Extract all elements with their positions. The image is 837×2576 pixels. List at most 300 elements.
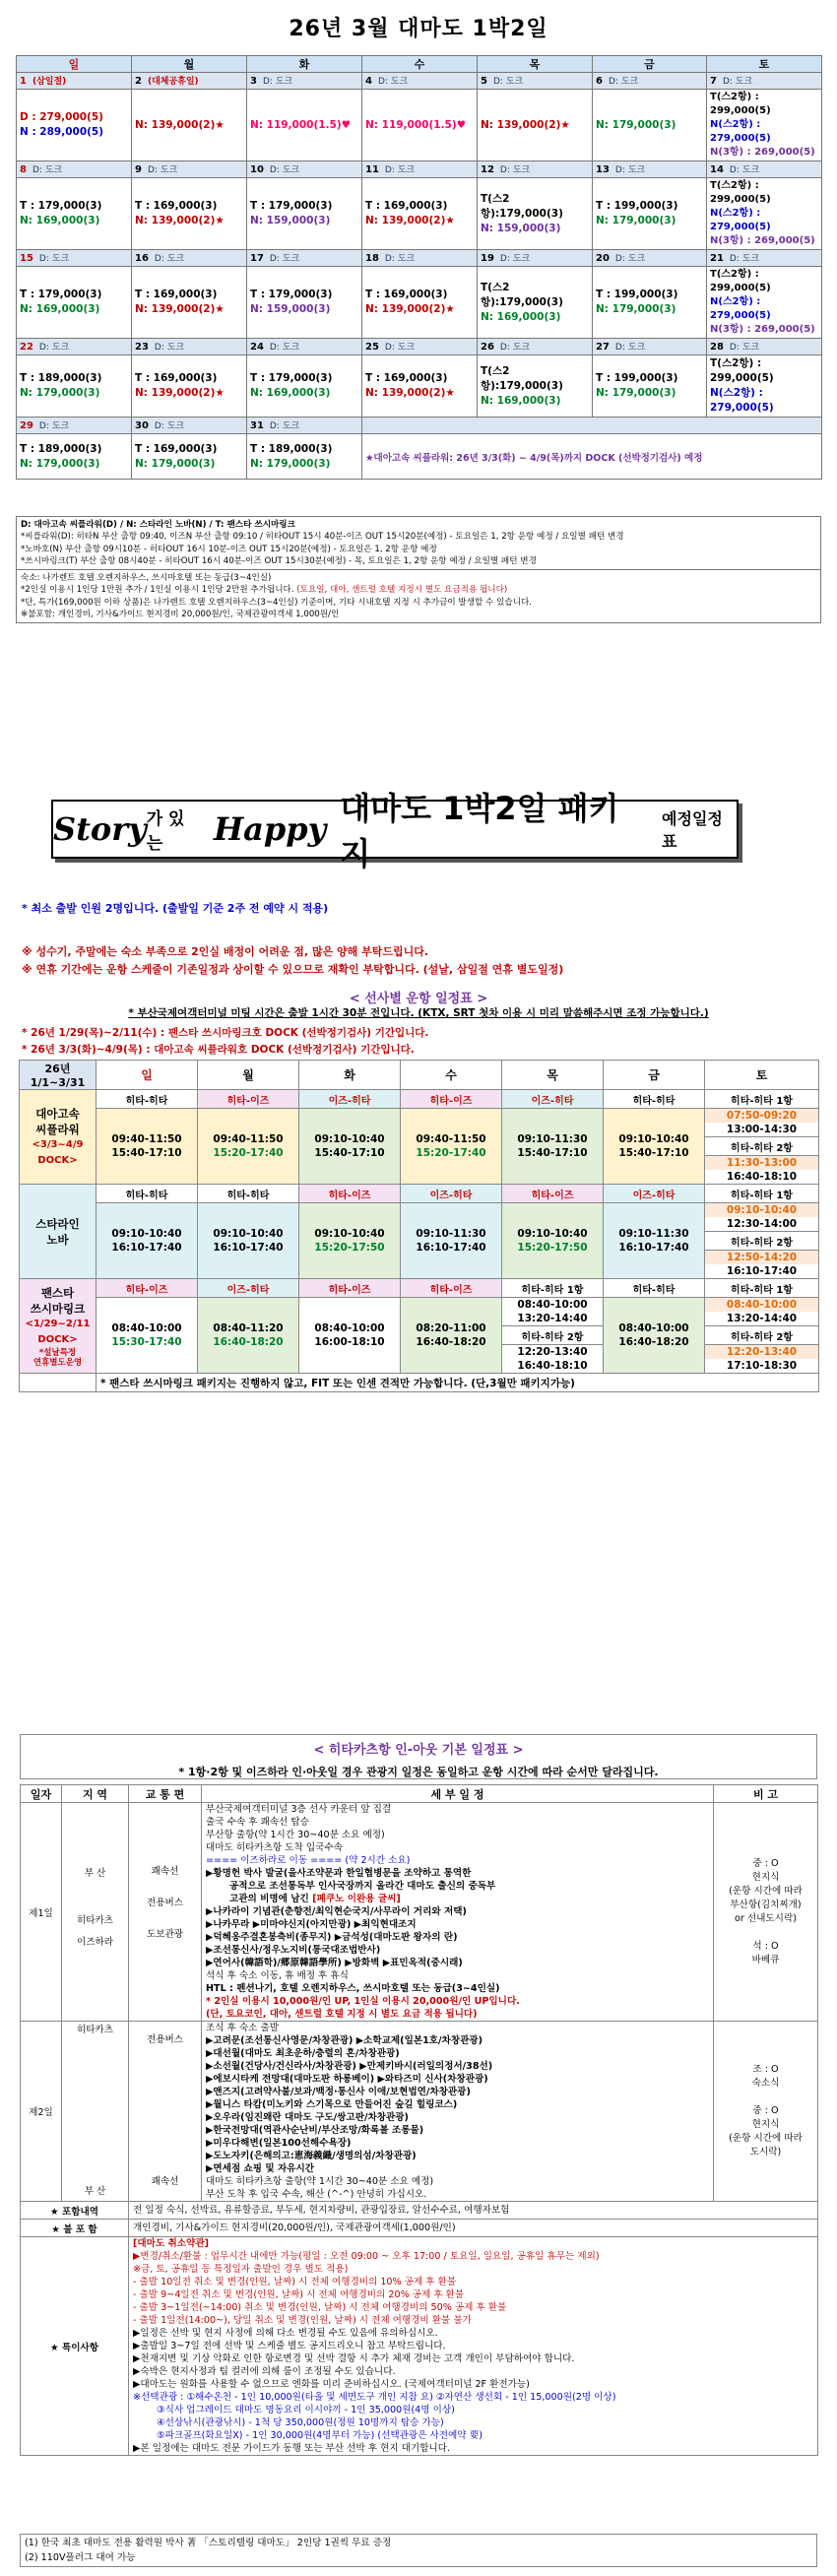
route-label: 히타-히타 — [97, 1090, 198, 1109]
sailing-times — [401, 1203, 502, 1279]
sailing-times — [198, 1203, 299, 1279]
sailing-times — [502, 1203, 604, 1279]
schedule-day-header: 금 — [604, 1061, 705, 1090]
price-line: T : 179,000(3) — [250, 200, 333, 212]
region: 히타카츠 — [76, 2025, 114, 2035]
price-line: N: 139,000(2)★ — [135, 303, 225, 315]
price-line: N: 179,000(3) — [135, 457, 216, 470]
holiday-tag: (삼일절) — [32, 77, 67, 87]
time-out: 09:40-11:50 — [416, 1133, 486, 1145]
day-number: 27 — [596, 342, 610, 353]
day-number: 20 — [596, 253, 610, 264]
price-line: N: 179,000(3) — [596, 118, 676, 131]
calendar-day-header — [247, 161, 362, 178]
price-line: N : 289,000(5) — [20, 126, 104, 138]
price-line: T(스2항) : 299,000(5) — [710, 180, 771, 205]
itinerary-line: ▶숙박은 현지사정과 팀 컬러에 의해 룸이 조정될 수도 있습니다. — [133, 2366, 396, 2377]
day-number: 29 — [20, 420, 33, 431]
itinerary-line: ▶앤즈지(고려약사불/보과/백정·통신사 이애/보현법연/차창관광) — [206, 2087, 471, 2097]
calendar-day-header — [247, 418, 362, 434]
time-back: 15:30-17:40 — [111, 1336, 182, 1348]
route-label: 이즈-히타 — [198, 1279, 299, 1298]
itinerary-header: 일자 — [21, 1785, 62, 1803]
calendar-day-header — [478, 250, 593, 267]
itinerary-line: ⑤파크골프(화요일X) - 1인 30,000원(4명부터 가능) (선택관광은 사전예약 要) — [157, 2430, 483, 2441]
weekday-header: 목 — [478, 56, 593, 73]
route-label: 히타-이즈 — [299, 1185, 401, 1203]
calendar-day-header — [478, 339, 593, 355]
dock-status: D: 도크 — [154, 421, 185, 431]
day-number: 28 — [710, 342, 724, 353]
day-number: 10 — [250, 164, 264, 175]
itinerary-line: HTL : 펜션나기, 호텔 오렌지하우스, 쓰시마호텔 또는 동급(3~4인실) — [206, 1983, 500, 1994]
time-out: 09:10-10:40 — [705, 1203, 818, 1217]
route-label: 히타-히타 — [97, 1185, 198, 1203]
route-label: 히타-히타 — [604, 1279, 705, 1298]
region: 히타카츠 — [76, 1914, 114, 1926]
line — [714, 1926, 817, 1940]
time-out: 08:40-10:00 — [705, 1298, 818, 1312]
time-back: 13:00-14:30 — [726, 1124, 798, 1135]
time-back: 15:20-17:40 — [416, 1147, 486, 1159]
calendar-day-prices — [362, 355, 478, 418]
itinerary-header: 교 통 편 — [129, 1785, 202, 1803]
day-label: 제1일 — [21, 1803, 62, 2022]
price-line: T : 189,000(3) — [250, 442, 333, 455]
schedule-day-header: 일 — [97, 1061, 198, 1090]
transport-cell — [129, 1803, 202, 2022]
itinerary-line: ▶도노자키(은해의고:恵海義織/생명의섬/차창관광) — [206, 2151, 417, 2161]
region: 부 산 — [84, 2186, 106, 2197]
route-label: 히타-이즈 — [299, 1279, 401, 1298]
route-label: 히타-히타 2항 — [705, 1232, 819, 1251]
excluded-label: ★ 불 포 함 — [21, 2220, 129, 2237]
calendar-day-prices — [362, 178, 478, 250]
calendar-day-prices — [478, 355, 593, 418]
ship-name — [20, 1279, 97, 1374]
itinerary-line: 부산항 출항(약 1시간 30~40분 소요 예정) — [206, 1830, 385, 1840]
dock-status: D: 도크 — [269, 343, 300, 353]
itinerary-line: ▶천재지변 및 기상 악화로 인한 항로변경 및 선박 결항 시 추가 체재 경비는 고객 개인이 부담하여야 합니다. — [133, 2353, 575, 2364]
dock-status: D: 도크 — [269, 421, 300, 431]
dock-status: D: 도크 — [38, 343, 70, 353]
route-label: 히타-히타 1항 — [705, 1090, 819, 1109]
day-number: 13 — [596, 164, 610, 175]
itinerary-line: ▶월니스 타캄(미노키와 스기목으로 만들어진 숲길 힐링코스) — [206, 2099, 458, 2110]
calendar-day-prices — [17, 355, 132, 418]
sailing-times — [604, 1203, 705, 1279]
calendar-day-header — [132, 250, 247, 267]
route-label: 히타-히타 2항 — [502, 1326, 604, 1345]
bottom-note: (1) 한국 최초 대마도 전용 활력원 박사 著 「스토리텔링 대마도」 2인당 1권씩 무료 증정 — [25, 2538, 392, 2548]
itinerary-details — [129, 2237, 818, 2456]
line: 바베큐 — [751, 1954, 780, 1965]
itinerary-line: ▶나카무라 ▶미마야신지(아지만광) ▶최익현대조지 — [206, 1919, 417, 1930]
note-line: *씨플라워(D): 히타N 부산 출항 09:40, 이즈N 부산 출항 09:10 / 히타OUT 15시 40분-이즈 OUT 15시20분(예정) - 토요일은 1, 2항 운항 예정 / 요일별 패턴 변경 — [21, 532, 624, 543]
intro-line: ※ 성수기, 주말에는 숙소 부족으로 2인실 배정이 어려운 점, 많은 양해 부탁드립니다. — [22, 945, 429, 958]
bottom-notes — [20, 2534, 817, 2567]
schedule-subtitle: * 부산국제여객터미널 미팅 시간은 출발 1시간 30분 전입니다. (KTX, SRT 첫차 이용 시 미리 말씀해주시면 조정 가능합니다.) — [128, 1007, 709, 1019]
price-line: N: 179,000(3) — [596, 215, 676, 226]
price-line: N: 139,000(2)★ — [365, 387, 455, 399]
time-back: 17:10-18:30 — [726, 1360, 798, 1372]
itinerary-line: ▶출발일 3~7일 전에 선박 및 스케줄 별도 공지드리오니 참고 부탁드립니다. — [133, 2341, 446, 2351]
calendar-day-prices — [17, 90, 132, 161]
intro-line: * 최소 출발 인원 2명입니다. (출발일 기준 2주 전 예약 시 적용) — [22, 902, 329, 915]
schedule-day-header: 목 — [502, 1061, 604, 1090]
price-line: T : 169,000(3) — [365, 372, 448, 384]
day-number: 26 — [481, 342, 494, 353]
weekday-header: 금 — [593, 56, 707, 73]
price-line: T : 179,000(3) — [250, 372, 333, 384]
day-number: 17 — [250, 253, 264, 264]
calendar-day-header — [362, 161, 478, 178]
time-back: 15:20-17:40 — [213, 1147, 284, 1159]
itinerary-line: ④선상낚시(관광낚시) - 1척 당 350,000원(정원 10명까지 탑승 가능) — [157, 2417, 444, 2428]
calendar-day-header — [17, 250, 132, 267]
calendar-day-header — [247, 250, 362, 267]
highlight-text: [폐쿠노 이완용 글씨] — [312, 1894, 401, 1904]
calendar-day-header — [132, 161, 247, 178]
itinerary-line: ==== 이즈하라로 이동 ==== (약 2시간 소요) — [206, 1855, 411, 1866]
calendar-day-prices — [132, 355, 247, 418]
itinerary-line: ▶일정은 선박 및 현지 사정에 의해 다소 변경될 수도 있음에 유의하십시오. — [133, 2328, 438, 2339]
dock-status: D: 도크 — [38, 421, 70, 431]
dock-status: D: 도크 — [608, 77, 639, 87]
price-line: T : 169,000(3) — [135, 289, 218, 300]
route-label: 히타-히타 — [198, 1185, 299, 1203]
time-back: 15:40-17:10 — [517, 1147, 588, 1159]
itinerary-line: - 출발 9~4일전 취소 및 변경(인원, 날짜) 시 전체 여행경비의 20% 공제 후 환불 — [133, 2289, 465, 2300]
sailing-times — [604, 1298, 705, 1374]
price-line: T(스2항):179,000(3) — [481, 281, 563, 308]
dock-status: D: 도크 — [384, 254, 416, 264]
calendar-day-prices — [478, 267, 593, 339]
price-line: N: 169,000(3) — [250, 387, 331, 399]
included-label: ★ 포함내역 — [21, 2202, 129, 2220]
calendar-notes — [16, 516, 821, 623]
transport: 전용버스 — [146, 1897, 184, 1908]
route-label: 히타-히타 2항 — [705, 1326, 819, 1345]
itinerary-title: < 히타카츠항 인-아웃 기본 일정표 > — [313, 1743, 524, 1758]
itinerary-line: ▶미우다해변(일본100선해수욕장) — [206, 2138, 352, 2149]
ship-dock-period: <3/3~4/9 DOCK> — [32, 1138, 84, 1166]
price-line: N(3항) : 269,000(5) — [710, 324, 815, 335]
calendar-day-prices — [17, 178, 132, 250]
weekday-header: 일 — [17, 56, 132, 73]
calendar-day-header — [17, 73, 132, 90]
calendar-day-header — [17, 418, 132, 434]
dock-status: D: 도크 — [384, 343, 416, 353]
ship-name-text: 팬스타 쓰시마링크 — [30, 1285, 86, 1316]
banner-story: Story — [53, 810, 147, 848]
note-line: *단, 특가(169,000원 이하 상품)은 나가렌트 호텔 오렌지하우스(3~4인실) 기준이며, 기타 시내호텔 지정 시 추가금이 발생할 수 있습니다. — [21, 597, 533, 608]
price-line: N: 139,000(2)★ — [481, 118, 570, 131]
calendar-day-header — [707, 161, 822, 178]
time-back: 16:40-18:20 — [213, 1336, 284, 1348]
calendar-day-prices — [707, 267, 822, 339]
itinerary-line — [206, 1893, 709, 1905]
price-line: T : 179,000(3) — [250, 289, 333, 300]
dock-status: D: 도크 — [154, 254, 185, 264]
calendar-day-header — [247, 73, 362, 90]
calendar-day-prices — [132, 90, 247, 161]
day-number: 7 — [710, 76, 717, 87]
time-out: 09:10-10:40 — [517, 1228, 588, 1240]
price-line: N: 169,000(3) — [20, 303, 100, 315]
sailing-times — [705, 1345, 819, 1374]
calendar-day-header — [247, 339, 362, 355]
line-part: 고관의 비명에 남긴 — [229, 1894, 313, 1904]
day-number: 12 — [481, 164, 494, 175]
dock-status: D: 도크 — [262, 77, 293, 87]
day-number: 15 — [20, 253, 33, 264]
price-line: N: 139,000(2)★ — [135, 387, 225, 399]
route-label: 히타-이즈 — [502, 1185, 604, 1203]
schedule-day-header: 토 — [705, 1061, 819, 1090]
itinerary-line: ▶한국전망대(역관사순난비/부산조망/화록볼 조롱물) — [206, 2125, 424, 2136]
dock-status: D: 도크 — [147, 165, 178, 175]
itinerary-line: - 출발 3~1일전(~14:00) 취소 및 변경(인원, 날짜) 시 전체 여행경비의 50% 공제 후 환불 — [133, 2302, 507, 2313]
calendar-day-prices — [478, 90, 593, 161]
itinerary-line: ▶연어사(韓語학)/郷原韓語學所) ▶방화벽 ▶표민옥적(중시래) — [206, 1958, 463, 1968]
sailing-times — [97, 1203, 198, 1279]
dock-status: D: 도크 — [499, 343, 531, 353]
itinerary-header: 세 부 일 정 — [202, 1785, 714, 1803]
day-number: 1 — [20, 76, 27, 87]
schedule-title: < 선사별 운항 일정표 > — [349, 992, 488, 1006]
price-line: N: 159,000(3) — [250, 303, 331, 315]
price-line: T : 199,000(3) — [596, 289, 678, 300]
price-line: N: 179,000(3) — [596, 303, 676, 315]
price-line: N: 139,000(2)★ — [365, 215, 455, 226]
schedule-day-header: 수 — [401, 1061, 502, 1090]
line: 조 : O — [752, 2064, 779, 2075]
time-out: 08:40-10:00 — [111, 1322, 182, 1334]
excluded-text: 개인경비, 기사&가이드 현지경비(20,000원/인), 국제관광여객세(1,000원/인) — [129, 2220, 818, 2237]
schedule-spacer — [20, 1374, 97, 1392]
sailing-times — [401, 1298, 502, 1374]
itinerary-line: 공적으로 조선통독부 인사국장까지 올라간 대마도 출신의 중독부 — [229, 1881, 496, 1892]
calendar-day-header — [362, 250, 478, 267]
price-line: N: 179,000(3) — [20, 387, 100, 399]
dock-status: D: 도크 — [614, 165, 646, 175]
price-line: T : 169,000(3) — [365, 289, 448, 300]
dock-status: D: 도크 — [32, 165, 63, 175]
sailing-times — [705, 1298, 819, 1326]
price-line: T : 169,000(3) — [135, 372, 218, 384]
itinerary-table — [20, 1784, 818, 2456]
itinerary-line: ③식사 업그레이드 대마도 명동요리 이시야끼 - 1인 35,000원(4명 이상) — [157, 2405, 455, 2415]
price-line: T : 199,000(3) — [596, 200, 678, 212]
sailing-times — [97, 1298, 198, 1374]
route-label: 히타-이즈 — [97, 1279, 198, 1298]
calendar-day-prices — [247, 178, 362, 250]
schedule-footnote: * 팬스타 쓰시마링크 패키지는 진행하지 않고, FIT 또는 인센 견적만 가능합니다. (단,3월만 패키지가능) — [97, 1374, 819, 1392]
package-banner — [51, 790, 739, 872]
line-part: (토요일, 대아, 센트럴 호텔 지정시 별도 요금적용 됩니다) — [296, 585, 508, 596]
price-line: N: 179,000(3) — [20, 457, 100, 470]
time-back: 16:40-18:20 — [618, 1336, 689, 1348]
time-back: 16:10-17:40 — [213, 1242, 284, 1254]
calendar-day-header — [593, 250, 707, 267]
price-line: T : 179,000(3) — [20, 200, 102, 212]
time-out: 09:10-11:30 — [618, 1228, 689, 1240]
itinerary-line: - 출발 10일전 취소 및 변경(인원, 날짜) 시 전체 여행경비의 10% 공제 후 환불 — [133, 2277, 457, 2287]
day1-meal-note — [714, 1803, 818, 2022]
calendar-day-prices — [593, 267, 707, 339]
day-number: 31 — [250, 420, 264, 431]
price-line: N(3항) : 269,000(5) — [710, 235, 815, 246]
intro-line: ※ 연휴 기간에는 운항 스케줄이 기존일정과 상이할 수 있으므로 재확인 부탁합니다. (설날, 삼일절 연휴 별도일정) — [22, 963, 564, 976]
dock-status: D: 도크 — [729, 165, 760, 175]
line: 현지식 — [751, 2119, 780, 2130]
dock-status: D: 도크 — [492, 77, 524, 87]
sailing-times — [401, 1109, 502, 1185]
price-line: T : 169,000(3) — [135, 200, 218, 212]
calendar-day-prices — [707, 355, 822, 418]
sailing-times — [705, 1251, 819, 1279]
price-line: N(스2항) : 279,000(5) — [710, 208, 771, 232]
calendar-day-header — [362, 339, 478, 355]
itinerary-line: ▶대마도는 원화를 사용할 수 없으므로 엔화를 미리 준비하십시오. (국제여객터미널 2F 환전가능) — [133, 2379, 530, 2390]
price-line: N: 139,000(2)★ — [135, 215, 225, 226]
note-line: D: 대아고속 씨플라워(D) / N: 스타라인 노바(N) / T: 팬스타 쓰시마링크 — [21, 520, 295, 530]
line: 중 : O — [752, 2105, 779, 2116]
schedule-day-header: 월 — [198, 1061, 299, 1090]
price-line: T : 189,000(3) — [20, 442, 102, 455]
price-line: T : 179,000(3) — [20, 289, 102, 300]
dock-status: D: 도크 — [384, 165, 416, 175]
day-number: 4 — [365, 76, 372, 87]
calendar-title: 26년 3월 대마도 1박2일 — [289, 17, 548, 41]
dock-note: * 26년 1/29(목)~2/11(수) : 팬스타 쓰시마링크호 DOCK (선박정기검사) 기간입니다. — [22, 1027, 429, 1039]
line — [714, 2091, 817, 2104]
price-line: N: 169,000(3) — [481, 310, 561, 323]
route-label: 히타-히타 1항 — [705, 1185, 819, 1203]
calendar-day-prices — [593, 178, 707, 250]
itinerary-line: - 출발 1일전(14:00~), 당일 취소 및 변경(인원, 날짜) 시 전체 여행경비 환불 불가 — [133, 2315, 472, 2326]
calendar-day-header — [593, 161, 707, 178]
price-line: T : 169,000(3) — [365, 200, 448, 212]
itinerary-line: 대마도 히타카츠항 도착 입국수속 — [206, 1842, 343, 1853]
note-line: 숙소: 나가렌트 호텔 오렌지하우스, 쓰시마호텔 또는 동급(3~4인실) — [21, 573, 272, 584]
line: (운항 시간에 따라 — [729, 1885, 803, 1897]
time-out: 09:10-10:40 — [314, 1228, 385, 1240]
itinerary-line: * 2인실 이용시 10,000원/인 UP, 1인실 이용시 20,000원/인 UP입니다. — [206, 1996, 520, 2007]
calendar-day-prices — [362, 90, 478, 161]
time-out: 09:10-10:40 — [314, 1133, 385, 1145]
calendar-day-header — [478, 161, 593, 178]
time-out: 08:40-10:00 — [618, 1322, 689, 1334]
calendar-day-prices — [707, 178, 822, 250]
sailing-times — [299, 1109, 401, 1185]
route-label: 히타-이즈 — [401, 1279, 502, 1298]
itinerary-line: ▶조선통신사/정우노지비(통국대조법반사) — [206, 1945, 381, 1956]
day-number: 21 — [710, 253, 724, 264]
calendar-day-prices — [132, 434, 247, 480]
banner-main: 대마도 1박2일 패키지 — [340, 790, 619, 872]
price-line: N(3항) : 269,000(5) — [710, 147, 815, 158]
line: 중 : O — [752, 1857, 779, 1869]
region: 부 산 — [84, 1867, 106, 1879]
price-line: T(스2항):179,000(3) — [481, 192, 563, 220]
sailing-times: 08:40-10:00 13:20-14:40 — [502, 1298, 604, 1326]
schedule-day-header: 화 — [299, 1061, 401, 1090]
schedule-corner: 26년1/1~3/31 — [20, 1061, 97, 1090]
transport: 쾌속선 — [151, 2176, 179, 2187]
calendar-day-prices — [362, 267, 478, 339]
price-line: N: 169,000(3) — [20, 215, 100, 226]
note-line: *쓰시마링크(T) 부산 출항 08시40분 - 히타OUT 16시 40분-이즈 OUT 15시30분(예정) - 목, 토요일은 1, 2항 운항 예정 / 요일별 패턴 변경 — [21, 555, 537, 566]
time-out: 07:50-09:20 — [705, 1109, 818, 1123]
itinerary-line: ※선택관광 : ①해수온천 - 1인 10,000원(타올 및 세면도구 개인 지참 요) ②자연산 생선회 - 1인 15,000원(2명 이상) — [133, 2392, 616, 2403]
time-out: 09:40-11:50 — [213, 1133, 284, 1145]
price-line: T(스2항) : 299,000(5) — [710, 92, 771, 116]
itinerary-header: 지 역 — [62, 1785, 129, 1803]
time-back: 15:20-17:50 — [517, 1242, 588, 1254]
time-back: 16:00-18:10 — [314, 1336, 385, 1348]
price-line: N(스2항) : 279,000(5) — [710, 387, 774, 414]
sailing-times — [299, 1203, 401, 1279]
calendar-day-prices — [132, 178, 247, 250]
time-back: 16:10-17:40 — [416, 1242, 486, 1254]
region-cell — [62, 2022, 129, 2202]
dock-status: D: 도크 — [729, 343, 760, 353]
price-line: T(스2항) : 299,000(5) — [710, 357, 774, 384]
time-back: 15:40-17:10 — [618, 1147, 689, 1159]
route-label: 히타-이즈 — [198, 1090, 299, 1109]
ship-schedule-table — [19, 1060, 819, 1392]
calendar-day-header — [478, 73, 593, 90]
itinerary-line: 조식 후 숙소 출발 — [206, 2023, 280, 2033]
price-line: N: 119,000(1.5)♥ — [250, 118, 352, 131]
time-back: 16:10-17:40 — [618, 1242, 689, 1254]
ship-name-text: 스타라인 노바 — [35, 1216, 80, 1247]
route-label: 히타-히타 — [604, 1090, 705, 1109]
time-out: 12:50-14:20 — [705, 1251, 818, 1264]
day-number: 9 — [135, 164, 142, 175]
day-number: 25 — [365, 342, 379, 353]
calendar-day-prices — [132, 267, 247, 339]
calendar-day-prices — [593, 90, 707, 161]
price-calendar — [16, 55, 822, 480]
sailing-times — [705, 1109, 819, 1137]
price-line: N: 119,000(1.5)♥ — [365, 118, 467, 131]
transport: 도보관광 — [146, 1928, 184, 1940]
note-line: *노바호(N) 부산 출항 09시10분 - 히타OUT 16시 10분-이즈 OUT 15시20분(예정) - 토요일은 1, 2항 운항 예정 — [21, 544, 437, 554]
banner-ga: 가 있는 — [146, 809, 185, 854]
itinerary-line: ▶고려문(조선통신사영문/차창관광) ▶소학교제(일본1호/차창관광) — [206, 2035, 483, 2046]
calendar-day-header — [132, 418, 247, 434]
calendar-day-header — [707, 250, 822, 267]
time-out: 09:10-10:40 — [213, 1228, 284, 1240]
day-number: 24 — [250, 342, 264, 353]
sailing-times — [198, 1298, 299, 1374]
route-label: 이즈-히타 — [502, 1090, 604, 1109]
weekday-header: 토 — [707, 56, 822, 73]
time-out: 09:10-11:30 — [416, 1228, 486, 1240]
region: 이즈하라 — [76, 1936, 114, 1948]
ship-name-text: 대아고속 씨플라워 — [35, 1106, 80, 1136]
transport-cell — [129, 2022, 202, 2202]
dock-status: D: 도크 — [38, 254, 70, 264]
time-back: 15:40-17:10 — [111, 1147, 182, 1159]
price-line: D : 279,000(5) — [20, 111, 103, 123]
sailing-times: 12:20-13:40 16:40-18:10 — [502, 1345, 604, 1374]
calendar-day-header — [132, 339, 247, 355]
day2-meal-note — [714, 2022, 818, 2202]
